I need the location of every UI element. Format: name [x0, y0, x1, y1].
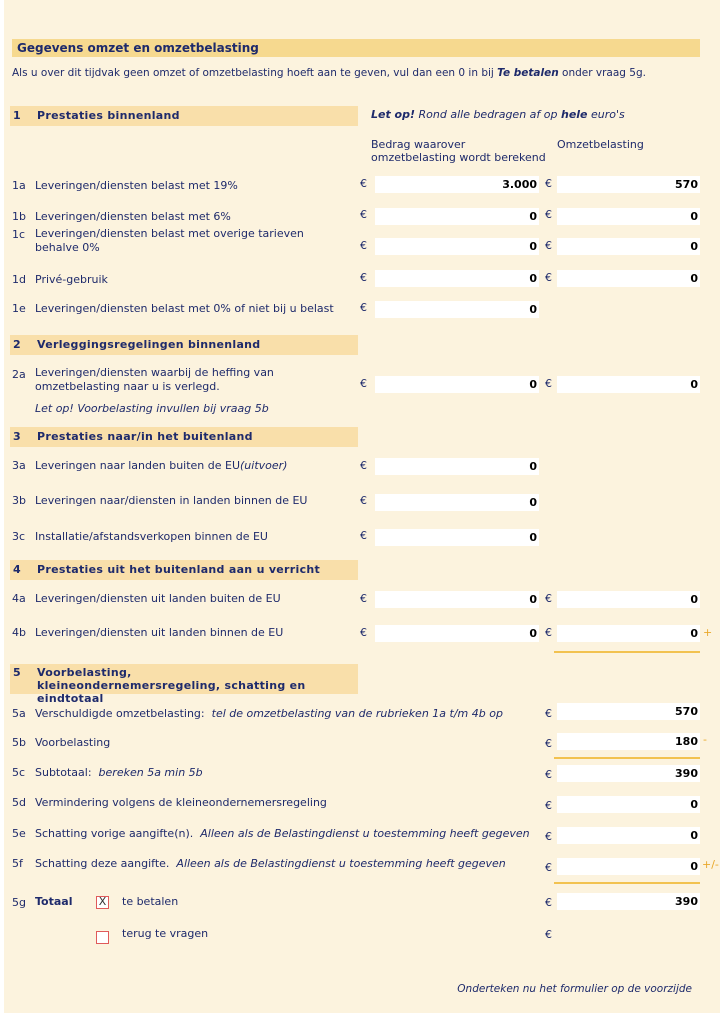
- row-1d-base-field[interactable]: 0: [375, 270, 539, 287]
- row-1a-euro-tax: €: [545, 177, 552, 190]
- row-3c-code: 3c: [12, 530, 26, 543]
- section-5-title: Voorbelasting, kleineondernemersregeling, schatting en eindtotaal: [37, 666, 306, 705]
- row-5d-euro-tax: €: [545, 799, 552, 812]
- row-4a-euro-base: €: [360, 592, 367, 605]
- row-5c-tax-field[interactable]: 390: [557, 765, 700, 782]
- row-1a-tax-field[interactable]: 570: [557, 176, 700, 193]
- row-1b-euro-tax: €: [545, 208, 552, 221]
- row-1d-euro-tax: €: [545, 271, 552, 284]
- intro-pre: Als u over dit tijdvak geen omzet of omzetbelasting hoeft aan te geven, vul dan een 0 in bij: [12, 67, 498, 79]
- section-4-number: 4: [13, 563, 21, 576]
- section-1-header: [10, 106, 358, 126]
- section-2-title: Verleggingsregelingen binnenland: [37, 338, 261, 351]
- section-2-number: 2: [13, 338, 21, 351]
- sum-line-4: [554, 651, 700, 653]
- row-5d-code: 5d: [12, 796, 26, 809]
- row-5e-tax-field[interactable]: 0: [557, 827, 700, 844]
- row-5d-tax-field[interactable]: 0: [557, 796, 700, 813]
- row-1c-euro-base: €: [360, 239, 367, 252]
- row-1d-code: 1d: [12, 273, 26, 286]
- row-3a-label-em: (uitvoer): [240, 459, 288, 472]
- row-2a-euro-tax: €: [545, 377, 552, 390]
- row-1c-code: 1c: [12, 228, 26, 241]
- row-5a-label-em: tel de omzetbelasting van de rubrieken 1a t/m 4b op: [211, 707, 503, 720]
- row-5g-label: Totaal: [35, 895, 73, 908]
- row-5f-tax-field[interactable]: 0: [557, 858, 700, 875]
- row-4b-euro-tax: €: [545, 626, 552, 639]
- round-note-end: euro's: [587, 108, 625, 121]
- label-te-betalen: te betalen: [122, 895, 179, 908]
- row-4b-code: 4b: [12, 626, 26, 639]
- row-5f-label-text: Schatting deze aangifte.: [35, 857, 170, 870]
- row-1e-code: 1e: [12, 302, 26, 315]
- row-3c-label: Installatie/afstandsverkopen binnen de EU: [35, 530, 268, 543]
- section-1-number: 1: [13, 109, 21, 122]
- round-note-bold2: hele: [561, 108, 588, 121]
- sum-line-5b: [554, 757, 700, 759]
- footer-sign-note: Onderteken nu het formulier op de voorzijde: [457, 983, 692, 995]
- section-2-header: [10, 335, 358, 355]
- round-note-mid: Rond alle bedragen af op: [415, 108, 561, 121]
- sum-line-5f: [554, 882, 700, 884]
- section-4-header: [10, 560, 358, 580]
- row-3b-code: 3b: [12, 494, 26, 507]
- row-3a-label: [35, 459, 287, 473]
- row-1c-euro-tax: €: [545, 239, 552, 252]
- row-1e-label: Leveringen/diensten belast met 0% of niet bij u belast: [35, 302, 334, 315]
- row-1c-label: Leveringen/diensten belast met overige tarieven behalve 0%: [35, 227, 304, 254]
- row-3c-euro-base: €: [360, 529, 367, 542]
- row-5e-label: [35, 827, 530, 841]
- row-4b-sign: +: [703, 626, 713, 639]
- row-1c-tax-field[interactable]: 0: [557, 238, 700, 255]
- row-1a-base-field[interactable]: 3.000: [375, 176, 539, 193]
- intro-text: [12, 67, 646, 79]
- row-5e-label-em: Alleen als de Belastingdienst u toestemming heeft gegeven: [200, 827, 530, 840]
- row-4b-base-field[interactable]: 0: [375, 625, 539, 642]
- row-4a-code: 4a: [12, 592, 26, 605]
- row-1b-euro-base: €: [360, 208, 367, 221]
- row-2a-code: 2a: [12, 368, 26, 381]
- row-2a-euro-base: €: [360, 377, 367, 390]
- row-5g-tax-field[interactable]: 390: [557, 893, 700, 910]
- row-5b-euro-tax: €: [545, 737, 552, 750]
- row-3b-base-field[interactable]: 0: [375, 494, 539, 511]
- row-3b-euro-base: €: [360, 494, 367, 507]
- row-1d-tax-field[interactable]: 0: [557, 270, 700, 287]
- row-5a-euro-tax: €: [545, 707, 552, 720]
- row-5f-euro-tax: €: [545, 861, 552, 874]
- row-5b-code: 5b: [12, 736, 26, 749]
- row-4a-base-field[interactable]: 0: [375, 591, 539, 608]
- round-note-bold: Let op!: [371, 108, 416, 121]
- row-4a-label: Leveringen/diensten uit landen buiten de EU: [35, 592, 281, 605]
- intro-post: onder vraag 5g.: [558, 67, 646, 79]
- row-3a-base-field[interactable]: 0: [375, 458, 539, 475]
- row-5a-code: 5a: [12, 707, 26, 720]
- row-5f-label-em: Alleen als de Belastingdienst u toestemming heeft gegeven: [176, 857, 506, 870]
- row-5b-sign: -: [703, 733, 707, 746]
- checkbox-terug-te-vragen[interactable]: [96, 931, 109, 944]
- row-5g-euro-refund: €: [545, 928, 552, 941]
- row-5c-euro-tax: €: [545, 768, 552, 781]
- row-1b-label: Leveringen/diensten belast met 6%: [35, 210, 231, 223]
- row-5f-label: [35, 857, 506, 871]
- row-5d-label: Vermindering volgens de kleineondernemersregeling: [35, 796, 327, 809]
- row-1a-code: 1a: [12, 179, 26, 192]
- row-1e-euro-base: €: [360, 301, 367, 314]
- row-1a-euro-base: €: [360, 177, 367, 190]
- row-5a-label: [35, 707, 503, 721]
- section-5-header: [10, 664, 358, 705]
- row-5b-tax-field[interactable]: 180: [557, 733, 700, 750]
- row-3a-code: 3a: [12, 459, 26, 472]
- row-4a-tax-field[interactable]: 0: [557, 591, 700, 608]
- row-1b-base-field[interactable]: 0: [375, 208, 539, 225]
- row-5f-sign: +/-: [702, 858, 719, 871]
- row-5c-label-text: Subtotaal:: [35, 766, 92, 779]
- row-1d-euro-base: €: [360, 271, 367, 284]
- section-3-number: 3: [13, 430, 21, 443]
- row-2a-tax-field[interactable]: 0: [557, 376, 700, 393]
- row-1d-label: Privé-gebruik: [35, 273, 108, 286]
- row-5e-code: 5e: [12, 827, 26, 840]
- row-5f-code: 5f: [12, 857, 23, 870]
- row-1b-tax-field[interactable]: 0: [557, 208, 700, 225]
- form-page: [4, 0, 720, 1013]
- row-2a-note: Let op! Voorbelasting invullen bij vraag 5b: [35, 402, 269, 415]
- intro-em: Te betalen: [497, 67, 559, 79]
- form-banner: Gegevens omzet en omzetbelasting: [12, 39, 700, 57]
- row-1a-label: Leveringen/diensten belast met 19%: [35, 179, 238, 192]
- row-3a-label-text: Leveringen naar landen buiten de EU: [35, 459, 241, 472]
- row-5a-tax-field[interactable]: 570: [557, 703, 700, 720]
- row-4b-euro-base: €: [360, 626, 367, 639]
- section-3-header: [10, 427, 358, 447]
- column-header-base: Bedrag waarover omzetbelasting wordt berekend: [371, 138, 546, 164]
- row-5c-label: [35, 766, 203, 780]
- row-2a-base-field[interactable]: 0: [375, 376, 539, 393]
- row-5e-euro-tax: €: [545, 830, 552, 843]
- row-5e-label-text: Schatting vorige aangifte(n).: [35, 827, 194, 840]
- checkbox-te-betalen[interactable]: X: [96, 896, 109, 909]
- row-1b-code: 1b: [12, 210, 26, 223]
- section-3-title: Prestaties naar/in het buitenland: [37, 430, 253, 443]
- column-header-tax: Omzetbelasting: [557, 138, 644, 151]
- row-5g-code: 5g: [12, 896, 26, 909]
- row-1e-base-field[interactable]: 0: [375, 301, 539, 318]
- row-5c-label-em: bereken 5a min 5b: [98, 766, 203, 779]
- row-3a-euro-base: €: [360, 459, 367, 472]
- section-1-title: Prestaties binnenland: [37, 109, 180, 122]
- row-3c-base-field[interactable]: 0: [375, 529, 539, 546]
- row-3b-label: Leveringen naar/diensten in landen binnen de EU: [35, 494, 308, 507]
- row-5g-euro-pay: €: [545, 896, 552, 909]
- section-5-number: 5: [13, 666, 21, 679]
- section-4-title: Prestaties uit het buitenland aan u verricht: [37, 563, 321, 576]
- row-5c-code: 5c: [12, 766, 26, 779]
- row-2a-label: Leveringen/diensten waarbij de heffing van omzetbelasting naar u is verlegd.: [35, 366, 274, 393]
- round-note: [371, 108, 625, 121]
- row-4a-euro-tax: €: [545, 592, 552, 605]
- row-1c-base-field[interactable]: 0: [375, 238, 539, 255]
- row-5b-label: Voorbelasting: [35, 736, 111, 749]
- row-4b-label: Leveringen/diensten uit landen binnen de EU: [35, 626, 284, 639]
- row-5a-label-text: Verschuldigde omzetbelasting:: [35, 707, 205, 720]
- label-terug-te-vragen: terug te vragen: [122, 927, 209, 940]
- row-4b-tax-field[interactable]: 0: [557, 625, 700, 642]
